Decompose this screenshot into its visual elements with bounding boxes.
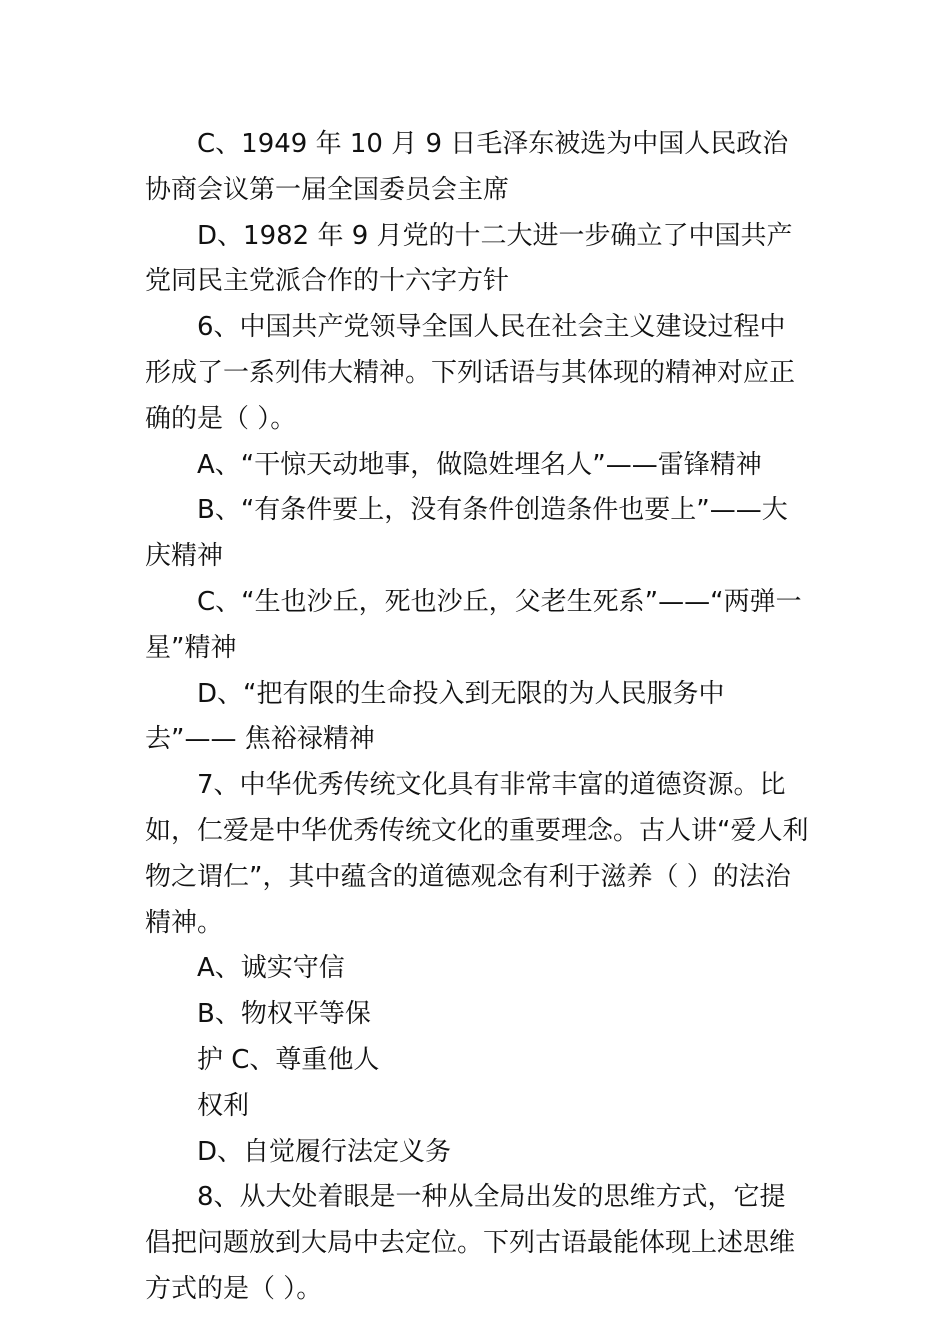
q7-option-c-continuation: 权利 [197,1090,250,1121]
q7-option-b-continuation: 护 C、尊重他人 [197,1044,380,1075]
question-text-block [145,122,810,1313]
q7-option-d: D、自觉履行法定义务 [197,1136,452,1167]
q7-question-stem: 7、中华优秀传统文化具有非常丰富的道德资源。比如，仁爱是中华优秀传统文化的重要理念。古人讲“爱人利物之谓仁”，其中蕴含的道德观念有利于滋养（ ）的法治精神。 [145,770,809,938]
q7-option-b: B、物权平等保 [197,999,371,1030]
q5-option-d: D、1982 年 9 月党的十二大进一步确立了中国共产党同民主党派合作的十六字方针 [145,220,793,297]
q6-option-c: C、“生也沙丘，死也沙丘，父老生死系”——“两弹一星”精神 [145,586,802,663]
q6-question-stem: 6、中国共产党领导全国人民在社会主义建设过程中形成了一系列伟大精神。下列话语与其体现的精神对应正确的是（ ）。 [145,312,796,434]
q7-option-a: A、诚实守信 [197,953,345,984]
q8-question-stem: 8、从大处着眼是一种从全局出发的思维方式，它提倡把问题放到大局中去定位。下列古语最能体现上述思维方式的是（ ）。 [145,1182,796,1304]
q6-option-a: A、“干惊天动地事，做隐姓埋名人”——雷锋精神 [197,449,762,480]
q5-option-c: C、1949 年 10 月 9 日毛泽东被选为中国人民政治协商会议第一届全国委员会主席 [145,129,789,205]
q6-option-b: B、“有条件要上，没有条件创造条件也要上”——大庆精神 [145,495,788,572]
q6-option-d: D、“把有限的生命投入到无限的为人民服务中去”—— 焦裕禄精神 [145,678,725,755]
